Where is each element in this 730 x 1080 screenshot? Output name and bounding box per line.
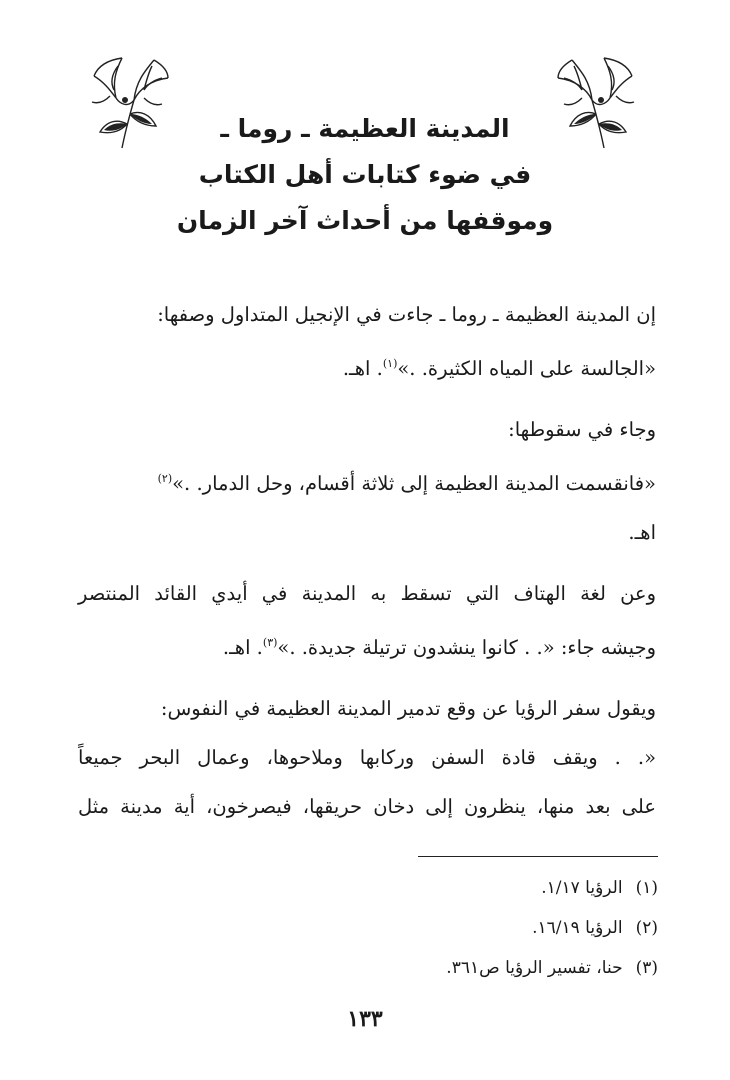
paragraph-fall-intro [78, 405, 656, 454]
vision-text: على بعد منها، ينظرون إلى دخان حريقها، فيصرخون، أية مدينة مثل [78, 795, 656, 818]
chapter-title [150, 106, 580, 244]
paragraph-intro [78, 290, 656, 339]
quote-end: اهـ. [628, 521, 656, 544]
page-number: ١٣٣ [347, 1006, 383, 1032]
paragraph-quote2 [78, 454, 656, 508]
paragraph-vision-line1 [78, 733, 656, 782]
footnote-divider [418, 856, 658, 857]
quote-end: . اهـ. [222, 636, 263, 659]
paragraph-vision-intro [78, 684, 656, 733]
footnote-ref-3[interactable]: (٣) [262, 636, 278, 649]
quote-text: «فانقسمت المدينة العظيمة إلى ثلاثة أقسام، وحل الدمار. .» [172, 472, 656, 495]
vision-text: «. . ويقف قادة السفن وركابها وملاحوها، وعمال البحر جميعاً [78, 746, 656, 769]
footnote-text: الرؤيا ١/١٧. [541, 878, 623, 898]
body-text [78, 290, 656, 831]
paragraph-shout-line2 [78, 618, 656, 672]
footnote-text: الرؤيا ١٦/١٩. [532, 918, 623, 938]
paragraph-vision-line2 [78, 782, 656, 831]
footnotes [78, 868, 658, 988]
footnote-number: (٣) [635, 958, 658, 978]
footnote-2 [78, 908, 658, 948]
quote-end: . اهـ. [342, 357, 383, 380]
paragraph-quote1 [78, 339, 656, 393]
footnote-ref-1[interactable]: (١) [382, 357, 398, 370]
title-line-1: المدينة العظيمة ـ روما ـ [220, 114, 510, 143]
paragraph-shout-line1 [78, 569, 656, 618]
footnote-text: حنا، تفسير الرؤيا ص٣٦١. [446, 958, 623, 978]
footnote-number: (٢) [635, 918, 658, 938]
title-line-2: في ضوء كتابات أهل الكتاب [198, 160, 532, 189]
footnote-ref-2[interactable]: (٢) [157, 472, 173, 485]
intro-text: إن المدينة العظيمة ـ روما ـ جاءت في الإنجيل المتداول وصفها: [157, 303, 656, 326]
title-line-3: وموقفها من أحداث آخر الزمان [176, 206, 554, 235]
shout-text: وعن لغة الهتاف التي تسقط به المدينة في أيدي القائد المنتصر [78, 582, 656, 605]
footnote-1 [78, 868, 658, 908]
vision-intro-text: ويقول سفر الرؤيا عن وقع تدمير المدينة العظيمة في النفوس: [160, 697, 656, 720]
footnote-3 [78, 948, 658, 988]
footnote-number: (١) [635, 878, 658, 898]
quote-text: «الجالسة على المياه الكثيرة. .» [397, 357, 656, 380]
shout-text: وجيشه جاء: «. . كانوا ينشدون ترتيلة جديدة. .» [277, 636, 656, 659]
fall-intro-text: وجاء في سقوطها: [508, 418, 656, 441]
paragraph-quote2-end [78, 508, 656, 557]
